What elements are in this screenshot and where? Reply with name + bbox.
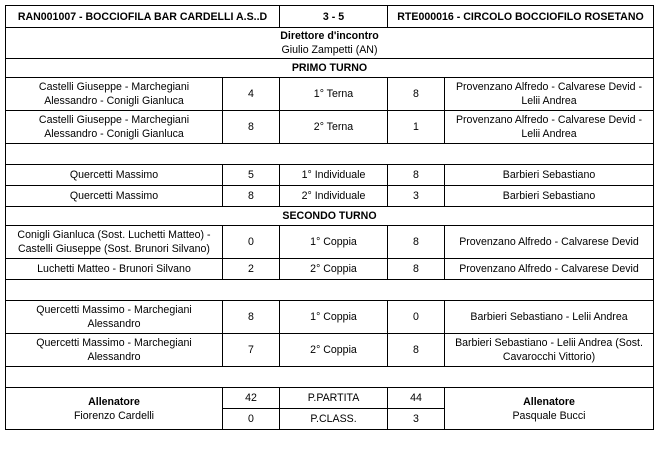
home-players: Quercetti Massimo bbox=[6, 165, 223, 186]
home-players-line: Castelli Giuseppe - Marchegiani bbox=[38, 114, 190, 126]
away-players: Barbieri Sebastiano bbox=[445, 186, 654, 207]
home-players bbox=[6, 226, 223, 259]
away-players-line: Provenzano Alfredo - Calvarese Devid - bbox=[455, 81, 643, 93]
director-label: Direttore d'incontro bbox=[280, 30, 379, 42]
coach-home-name: Fiorenzo Cardelli bbox=[73, 409, 155, 422]
away-players: Provenzano Alfredo - Calvarese Devid bbox=[445, 226, 654, 259]
spacer-row bbox=[6, 367, 654, 388]
table-row bbox=[6, 226, 654, 259]
match-report-table bbox=[5, 5, 654, 430]
away-score: 8 bbox=[388, 226, 445, 259]
partita-home: 42 bbox=[223, 388, 280, 409]
away-players bbox=[445, 111, 654, 144]
spacer-cell bbox=[6, 144, 654, 165]
spacer-cell bbox=[6, 367, 654, 388]
home-players bbox=[6, 78, 223, 111]
home-score: 8 bbox=[223, 186, 280, 207]
home-score: 4 bbox=[223, 78, 280, 111]
home-players: Luchetti Matteo - Brunori Silvano bbox=[6, 259, 223, 280]
coach-away-label: Allenatore bbox=[523, 395, 575, 408]
home-players bbox=[6, 301, 223, 334]
table-row bbox=[6, 259, 654, 280]
spacer-cell bbox=[6, 280, 654, 301]
home-players-line: Conigli Gianluca (Sost. Luchetti Matteo) - bbox=[17, 229, 211, 241]
table-row bbox=[6, 301, 654, 334]
table-row bbox=[6, 111, 654, 144]
director-name: Giulio Zampetti (AN) bbox=[281, 44, 378, 56]
away-score: 8 bbox=[388, 259, 445, 280]
away-players-line: Barbieri Sebastiano - Lelii Andrea (Sost. bbox=[455, 337, 643, 349]
section-title: PRIMO TURNO bbox=[6, 59, 654, 78]
home-players-line: Castelli Giuseppe (Sost. Brunori Silvano) bbox=[18, 243, 210, 255]
home-score: 8 bbox=[223, 301, 280, 334]
home-score: 7 bbox=[223, 334, 280, 367]
away-score: 1 bbox=[388, 111, 445, 144]
home-players-line: Alessandro - Conigli Gianluca bbox=[44, 95, 184, 107]
director-cell bbox=[6, 28, 654, 59]
partita-away: 44 bbox=[388, 388, 445, 409]
game-label: 1° Coppia bbox=[280, 226, 388, 259]
home-players-line: Quercetti Massimo - Marchegiani bbox=[36, 304, 192, 316]
game-label: 1° Coppia bbox=[280, 301, 388, 334]
home-players bbox=[6, 334, 223, 367]
table-row bbox=[6, 186, 654, 207]
home-score: 8 bbox=[223, 111, 280, 144]
spacer-row bbox=[6, 280, 654, 301]
home-score: 2 bbox=[223, 259, 280, 280]
footer-row-partita bbox=[6, 388, 654, 409]
section-title: SECONDO TURNO bbox=[6, 207, 654, 226]
home-players-line: Quercetti Massimo - Marchegiani bbox=[36, 337, 192, 349]
home-players: Quercetti Massimo bbox=[6, 186, 223, 207]
away-players-line: Cavarocchi Vittorio) bbox=[502, 351, 596, 363]
team-home: RAN001007 - BOCCIOFILA BAR CARDELLI A.S..D bbox=[6, 6, 280, 28]
away-score: 3 bbox=[388, 186, 445, 207]
away-players: Barbieri Sebastiano bbox=[445, 165, 654, 186]
section-primo-turno bbox=[6, 59, 654, 78]
game-label: 2° Coppia bbox=[280, 334, 388, 367]
game-label: 2° Terna bbox=[280, 111, 388, 144]
away-players-line: Lelii Andrea bbox=[521, 95, 577, 107]
away-players: Barbieri Sebastiano - Lelii Andrea bbox=[445, 301, 654, 334]
home-players-line: Alessandro bbox=[87, 351, 141, 363]
coach-home-label: Allenatore bbox=[88, 395, 140, 408]
home-players bbox=[6, 111, 223, 144]
director-row bbox=[6, 28, 654, 59]
match-score: 3 - 5 bbox=[280, 6, 388, 28]
game-label: 1° Individuale bbox=[280, 165, 388, 186]
class-home: 0 bbox=[223, 409, 280, 430]
header-row bbox=[6, 6, 654, 28]
coach-away-name: Pasquale Bucci bbox=[512, 409, 586, 422]
away-score: 8 bbox=[388, 165, 445, 186]
away-players: Provenzano Alfredo - Calvarese Devid bbox=[445, 259, 654, 280]
home-players-line: Castelli Giuseppe - Marchegiani bbox=[38, 81, 190, 93]
coach-away-cell bbox=[445, 388, 654, 430]
class-label: P.CLASS. bbox=[280, 409, 388, 430]
coach-home-cell bbox=[6, 388, 223, 430]
partita-label: P.PARTITA bbox=[280, 388, 388, 409]
table-row bbox=[6, 165, 654, 186]
home-players-line: Alessandro bbox=[87, 318, 141, 330]
game-label: 1° Terna bbox=[280, 78, 388, 111]
away-score: 8 bbox=[388, 334, 445, 367]
home-score: 5 bbox=[223, 165, 280, 186]
home-players-line: Alessandro - Conigli Gianluca bbox=[44, 128, 184, 140]
away-score: 8 bbox=[388, 78, 445, 111]
away-players-line: Provenzano Alfredo - Calvarese Devid - bbox=[455, 114, 643, 126]
table-row bbox=[6, 78, 654, 111]
away-score: 0 bbox=[388, 301, 445, 334]
away-players bbox=[445, 334, 654, 367]
away-players bbox=[445, 78, 654, 111]
away-players-line: Lelii Andrea bbox=[521, 128, 577, 140]
home-score: 0 bbox=[223, 226, 280, 259]
game-label: 2° Coppia bbox=[280, 259, 388, 280]
class-away: 3 bbox=[388, 409, 445, 430]
section-secondo-turno bbox=[6, 207, 654, 226]
team-away: RTE000016 - CIRCOLO BOCCIOFILO ROSETANO bbox=[388, 6, 654, 28]
table-row bbox=[6, 334, 654, 367]
spacer-row bbox=[6, 144, 654, 165]
game-label: 2° Individuale bbox=[280, 186, 388, 207]
